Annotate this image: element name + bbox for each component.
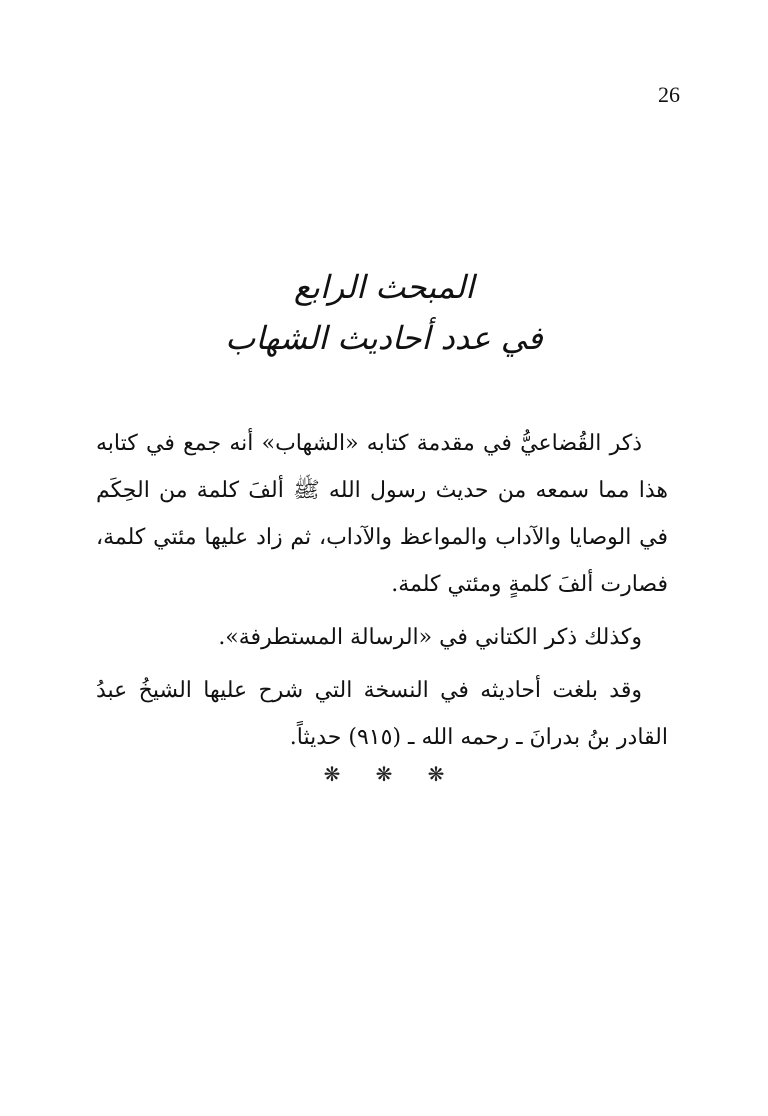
separator-star-icon: ❋ — [427, 762, 445, 786]
separator-star-icon: ❋ — [375, 762, 393, 786]
separator-star-icon: ❋ — [323, 762, 341, 786]
body-text — [96, 420, 668, 767]
paragraph-3: وقد بلغت أحاديثه في النسخة التي شرح عليها الشيخُ عبدُ القادر بنُ بدرانَ ـ رحمه الله ـ (٩١٥) حديثاً. — [96, 678, 668, 750]
paragraph-2: وكذلك ذكر الكتاني في «الرسالة المستطرفة». — [218, 625, 642, 650]
section-separator — [320, 760, 448, 788]
paragraph-1: ذكر القُضاعيُّ في مقدمة كتابه «الشهاب» أنه جمع في كتابه هذا مما سمعه من حديث رسول الله ﷺ ألفَ كلمة من الحِكَم في الوصايا والآداب والمواعظ والآداب، ثم زاد عليها مئتي كلمة، فصارت ألفَ كلمةٍ ومئتي كلمة. — [96, 431, 668, 597]
section-heading — [150, 262, 618, 364]
page-number: 26 — [658, 82, 680, 107]
section-subtitle: في عدد أحاديث الشهاب — [225, 319, 543, 357]
section-title: المبحث الرابع — [293, 268, 475, 306]
